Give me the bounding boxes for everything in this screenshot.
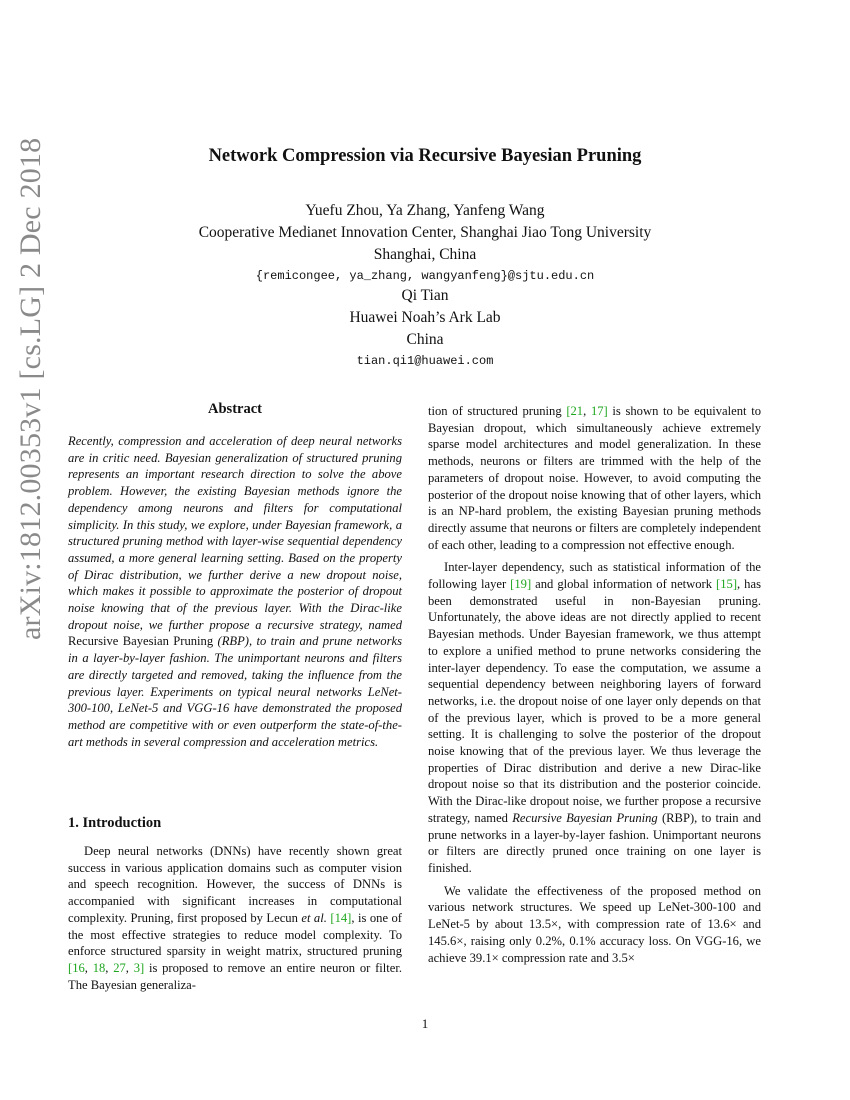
- text-run: , is one of the most effective strategies to reduce model complexity. To enforce structured sparsity in weight matrix, structured pruning: [68, 910, 402, 959]
- method-name-italic: Recursive Bayesian Pruning: [512, 810, 658, 825]
- text-run: is shown to be equivalent to Bayesian dropout, which simultaneously achieve extremely sparse model architectures and model generalization. In these methods, neurons or filters are trimmed with the help of the parameters of dropout noise. However, to avoid computing the posterior of the dropout noise knowing that of other layers, which is an NP-hard problem, the existing Bayesian pruning methods directly assume that neurons or filters are completely independent of each other, leading to a compression not effective enough.: [428, 404, 761, 552]
- affiliation-line: Shanghai, China: [373, 246, 477, 263]
- author-block-1: [0, 200, 850, 286]
- et-al: et al.: [301, 910, 327, 925]
- citation-link[interactable]: 3]: [133, 960, 145, 975]
- author-email: tian.qi1@huawei.com: [356, 354, 494, 368]
- citation-link[interactable]: [14]: [330, 910, 352, 925]
- affiliation-line: China: [406, 331, 444, 348]
- citation-link[interactable]: 18: [92, 960, 106, 975]
- citation-link[interactable]: [19]: [510, 577, 532, 592]
- citation-link[interactable]: 27: [113, 960, 126, 975]
- text-run: , has been demonstrated useful in non-Bayesian pruning. Unfortunately, the above ideas are not directly applied to recent Bayesian methods. Under Bayesian framework, we thus attempt to explore a unified method to prune networks considering the inter-layer dependency. To ease the computation, we assume a sequential dependency between neighboring layers of forward networks, i.e. the dropout noise of one layer only depends on that of the previous layer, which is proved to be a more general setting. It is challenging to solve the posterior of the dropout noise knowing that of the previous layer. We thus leverage the properties of Dirac distribution and derive a new Dirac-like dropout noise so that its distribution and the posterior coincide. With the Dirac-like dropout noise, we further propose a recursive strategy, named: [428, 577, 761, 825]
- author-names: Yuefu Zhou, Ya Zhang, Yanfeng Wang: [305, 202, 545, 219]
- author-email: {remicongee, ya_zhang, wangyanfeng}@sjtu.edu.cn: [255, 269, 595, 283]
- citation-link[interactable]: [21: [566, 404, 584, 418]
- citation-link[interactable]: [16: [68, 960, 85, 975]
- author-names: Qi Tian: [401, 287, 449, 304]
- paper-title: Network Compression via Recursive Bayesian Pruning: [208, 146, 642, 166]
- text-run: Deep neural networks (DNNs) have recently shown great success in various application domains such as computer vision and speech recognition. However, the success of DNNs is accompanied with significant increases in computational complexity. Pruning, first proposed by Lecun: [68, 844, 402, 925]
- text-run: is proposed to remove an entire neuron or filter. The Bayesian generaliza-: [68, 960, 403, 992]
- section-heading-introduction: 1. Introduction: [68, 815, 162, 831]
- text-run: (RBP), to train and prune networks in a layer-by-layer fashion. Unimportant neurons or filters are directly pruned once training on one layer is finished.: [428, 810, 761, 875]
- introduction-paragraph-3: [428, 559, 761, 876]
- right-column: [428, 403, 761, 972]
- text-run: and global information of network: [531, 577, 717, 592]
- text-run: Inter-layer dependency, such as statistical information of the following layer: [428, 560, 761, 592]
- author-block-2: [0, 285, 850, 371]
- text-run: tion of structured pruning: [428, 404, 567, 418]
- introduction-paragraph-4: We validate the effectiveness of the proposed method on various network structures. We speed up LeNet-300-100 and LeNet-5 by about 13.5×, with compression rate of 13.6× and 145.6×, raising only 0.2%, 0.1% accuracy loss. On VGG-16, we achieve 39.1× compression rate and 3.5×: [428, 883, 761, 965]
- arxiv-identifier-stamp: arXiv:1812.00353v1 [cs.LG] 2 Dec 2018: [14, 137, 47, 640]
- citation-link[interactable]: 17]: [590, 404, 608, 418]
- abstract-text-part: (RBP), to train and prune networks in a layer-by-layer fashion. The unimportant neurons and filters are directly targeted and removed, taking the influence from the previous layer. Experiments on typical neural networks LeNet-300-100, LeNet-5 and VGG-16 have demonstrated the proposed method are competitive with or even outperform the state-of-the-art methods in several compression and acceleration metrics.: [68, 634, 402, 749]
- abstract-text-part: Recently, compression and acceleration of deep neural networks are in critic need. Bayesian generalization of structured pruning represents an important research direction to solve the above problem. However, the existing Bayesian methods ignore the dependency among neurons and filters for computational simplicity. In this study, we explore, under Bayesian framework, a structured pruning method with layer-wise sequential dependency assumed, a more general learning setting. Based on the property of Dirac distribution, we further derive a new dropout noise, which makes it possible to approximate the posterior of dropout noise knowing that of the previous layer. With the Dirac-like dropout noise, we further propose a recursive strategy, named: [68, 434, 402, 632]
- introduction-paragraph-2: tion of structured pruning [21, 17] is shown to be equivalent to Bayesian dropout, which simultaneously achieve extremely sparse model architectures and model generalization. In these methods, neurons or filters are trimmed with the help of the parameters of dropout noise. However, to avoid computing the posterior of the dropout noise knowing that of other layers, which is an NP-hard problem, the existing Bayesian pruning methods directly assume that neurons or filters are completely independent of each other, leading to a compression not effective enough.: [428, 404, 761, 552]
- abstract-heading: Abstract: [208, 401, 262, 417]
- page-number: 1: [421, 1016, 429, 1031]
- affiliation-line: Cooperative Medianet Innovation Center, Shanghai Jiao Tong University: [198, 224, 652, 241]
- introduction-paragraph-1: Deep neural networks (DNNs) have recently shown great success in various application domains such as computer vision and speech recognition. However, the success of DNNs is accompanied with significant increases in computational complexity. Pruning, first proposed by Lecun et al. [14], is one of the most effective strategies to reduce model complexity. To enforce structured sparsity in weight matrix, structured pruning [16, 18, 27, 3] is proposed to remove an entire neuron or filter. The Bayesian generaliza-: [68, 844, 403, 992]
- citation-link[interactable]: [15]: [716, 577, 738, 592]
- abstract-text: [68, 433, 402, 750]
- affiliation-line: Huawei Noah’s Ark Lab: [349, 309, 501, 326]
- method-name: Recursive Bayesian Pruning: [68, 634, 214, 649]
